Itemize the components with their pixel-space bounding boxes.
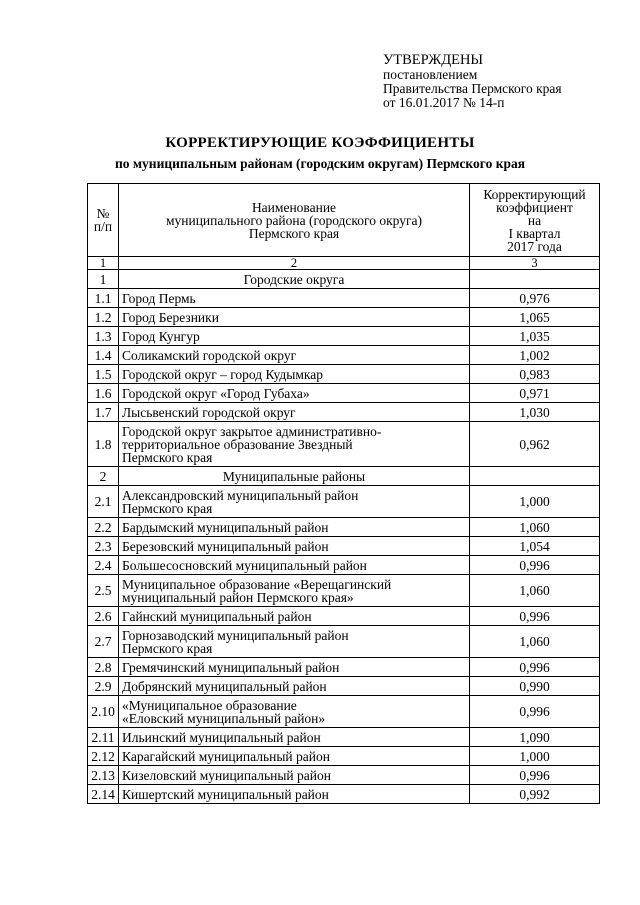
approval-head: УТВЕРЖДЕНЫ (383, 52, 484, 68)
municipality-name-line: Ильинский муниципальный район (122, 729, 321, 745)
municipality-name-line: Муниципальное образование «Верещагинский (122, 576, 392, 592)
row-number: 2.1 (88, 486, 119, 518)
municipality-name-line: Городской округ «Город Губаха» (122, 385, 310, 401)
table-row (88, 766, 600, 785)
municipality-name-line: «Муниципальное образование (122, 697, 297, 713)
row-number: 2.13 (88, 766, 119, 785)
column-number: 2 (119, 257, 470, 270)
municipality-name-line: территориальное образование Звездный (122, 436, 353, 452)
municipality-name-line: Городской округ закрытое административно- (122, 423, 382, 439)
coefficient-value: 1,002 (470, 346, 600, 365)
municipality-name (119, 607, 470, 626)
coefficient-value: 0,976 (470, 289, 600, 308)
column-number: 3 (470, 257, 600, 270)
column-number: 1 (88, 257, 119, 270)
municipality-name-line: Пермского края (122, 640, 213, 656)
municipality-name-line: муниципальный район Пермского края» (122, 589, 354, 605)
table-row (88, 728, 600, 747)
coefficient-value: 1,000 (470, 486, 600, 518)
municipality-name (119, 696, 470, 728)
municipality-name (119, 346, 470, 365)
coefficient-value: 0,996 (470, 658, 600, 677)
coefficient-value: 1,000 (470, 747, 600, 766)
table-row (88, 518, 600, 537)
municipality-name (119, 308, 470, 327)
section-title: Муниципальные районы (119, 467, 470, 486)
table-row (88, 556, 600, 575)
table-row (88, 537, 600, 556)
municipality-name (119, 575, 470, 607)
row-number: 2.9 (88, 677, 119, 696)
header-coef-line: Корректирующий (483, 186, 586, 202)
header-num (88, 184, 119, 257)
municipality-name-line: Бардымский муниципальный район (122, 519, 329, 535)
municipality-name-line: Александровский муниципальный район (122, 487, 359, 503)
row-number: 2.7 (88, 626, 119, 658)
coefficient-value: 0,996 (470, 556, 600, 575)
municipality-name-line: Пермского края (122, 449, 213, 465)
table-row (88, 696, 600, 728)
row-number: 1.3 (88, 327, 119, 346)
municipality-name-line: Кизеловский муниципальный район (122, 767, 331, 783)
municipality-name (119, 403, 470, 422)
municipality-name-line: Соликамский городской округ (122, 347, 297, 363)
header-coef-line: коэффициент (496, 199, 573, 215)
coefficient-value: 0,971 (470, 384, 600, 403)
row-number: 1.5 (88, 365, 119, 384)
coefficient-value: 0,990 (470, 677, 600, 696)
table-row (88, 658, 600, 677)
approval-line: Правительства Пермского края (383, 81, 562, 96)
header-coef (470, 184, 600, 257)
table-row (88, 677, 600, 696)
table-row (88, 626, 600, 658)
municipality-name (119, 677, 470, 696)
coefficient-value: 0,992 (470, 785, 600, 804)
header-num-line: п/п (93, 219, 113, 234)
header-name (119, 184, 470, 257)
municipality-name (119, 556, 470, 575)
coefficient-value: 1,054 (470, 537, 600, 556)
municipality-name-line: Лысьвенский городской округ (122, 404, 296, 420)
table-row (88, 785, 600, 804)
municipality-name (119, 422, 470, 467)
municipality-name-line: Гремячинский муниципальный район (122, 659, 340, 675)
coefficient-value: 0,996 (470, 696, 600, 728)
row-number: 2.3 (88, 537, 119, 556)
municipality-name (119, 728, 470, 747)
municipality-name-line: Город Березники (122, 309, 219, 325)
coefficient-value: 0,962 (470, 422, 600, 467)
municipality-name-line: «Еловский муниципальный район» (122, 710, 326, 726)
municipality-name (119, 747, 470, 766)
municipality-name-line: Кишертский муниципальный район (122, 786, 329, 802)
table-row (88, 384, 600, 403)
coefficient-value: 0,983 (470, 365, 600, 384)
municipality-name-line: Горнозаводский муниципальный район (122, 627, 349, 643)
approval-line: постановлением (383, 67, 478, 82)
municipality-name-line: Город Пермь (122, 290, 196, 306)
table-row (88, 607, 600, 626)
section-row (88, 270, 600, 289)
row-number: 1.2 (88, 308, 119, 327)
municipality-name (119, 785, 470, 804)
row-number: 2 (88, 467, 119, 486)
table-header-row (88, 184, 600, 257)
coefficient-value: 1,060 (470, 575, 600, 607)
coefficient-value: 0,996 (470, 607, 600, 626)
header-name-line: муниципального района (городского округа) (165, 212, 423, 228)
municipality-name (119, 365, 470, 384)
table-row (88, 486, 600, 518)
row-number: 1.8 (88, 422, 119, 467)
header-num-line: № (96, 206, 110, 221)
row-number: 2.6 (88, 607, 119, 626)
coefficient-value: 0,996 (470, 766, 600, 785)
row-number: 2.2 (88, 518, 119, 537)
row-number: 2.12 (88, 747, 119, 766)
document-title: КОРРЕКТИРУЮЩИЕ КОЭФФИЦИЕНТЫ (165, 135, 475, 151)
row-number: 2.11 (88, 728, 119, 747)
approval-block (383, 53, 562, 110)
municipality-name (119, 766, 470, 785)
table-row (88, 365, 600, 384)
municipality-name (119, 658, 470, 677)
row-number: 2.14 (88, 785, 119, 804)
coefficient-value: 1,060 (470, 626, 600, 658)
municipality-name-line: Карагайский муниципальный район (122, 748, 330, 764)
header-coef-line: I квартал (508, 225, 561, 241)
approval-line: от 16.01.2017 № 14-п (383, 95, 505, 110)
coefficient-value: 1,090 (470, 728, 600, 747)
header-name-line: Пермского края (248, 225, 340, 241)
row-number: 2.10 (88, 696, 119, 728)
coefficient-value: 1,035 (470, 327, 600, 346)
table-row (88, 327, 600, 346)
table-row (88, 289, 600, 308)
coefficient-value: 1,060 (470, 518, 600, 537)
municipality-name-line: Город Кунгур (122, 328, 200, 344)
municipality-name (119, 626, 470, 658)
coefficient-value: 1,030 (470, 403, 600, 422)
table-row (88, 422, 600, 467)
municipality-name (119, 486, 470, 518)
municipality-name (119, 327, 470, 346)
coefficients-table (87, 183, 600, 804)
row-number: 2.8 (88, 658, 119, 677)
table-row (88, 403, 600, 422)
header-name-line: Наименование (251, 199, 337, 215)
municipality-name (119, 537, 470, 556)
municipality-name (119, 518, 470, 537)
municipality-name (119, 384, 470, 403)
column-number-row (88, 257, 600, 270)
row-number: 1 (88, 270, 119, 289)
section-title: Городские округа (119, 270, 470, 289)
coefficient-value (470, 467, 600, 486)
table-row (88, 308, 600, 327)
header-coef-line: 2017 года (507, 238, 562, 254)
coefficient-value: 1,065 (470, 308, 600, 327)
row-number: 1.7 (88, 403, 119, 422)
row-number: 2.4 (88, 556, 119, 575)
section-row (88, 467, 600, 486)
municipality-name (119, 289, 470, 308)
municipality-name-line: Городской округ – город Кудымкар (122, 366, 324, 382)
municipality-name-line: Большесосновский муниципальный район (122, 557, 367, 573)
row-number: 2.5 (88, 575, 119, 607)
table-row (88, 346, 600, 365)
municipality-name-line: Березовский муниципальный район (122, 538, 329, 554)
table-row (88, 747, 600, 766)
municipality-name-line: Добрянский муниципальный район (122, 678, 327, 694)
table-row (88, 575, 600, 607)
municipality-name-line: Гайнский муниципальный район (122, 608, 312, 624)
row-number: 1.1 (88, 289, 119, 308)
header-coef-line: на (527, 212, 542, 228)
coefficient-value (470, 270, 600, 289)
row-number: 1.6 (88, 384, 119, 403)
document-subtitle: по муниципальным районам (городским округам) Пермского края (114, 156, 526, 171)
municipality-name-line: Пермского края (122, 500, 213, 516)
row-number: 1.4 (88, 346, 119, 365)
